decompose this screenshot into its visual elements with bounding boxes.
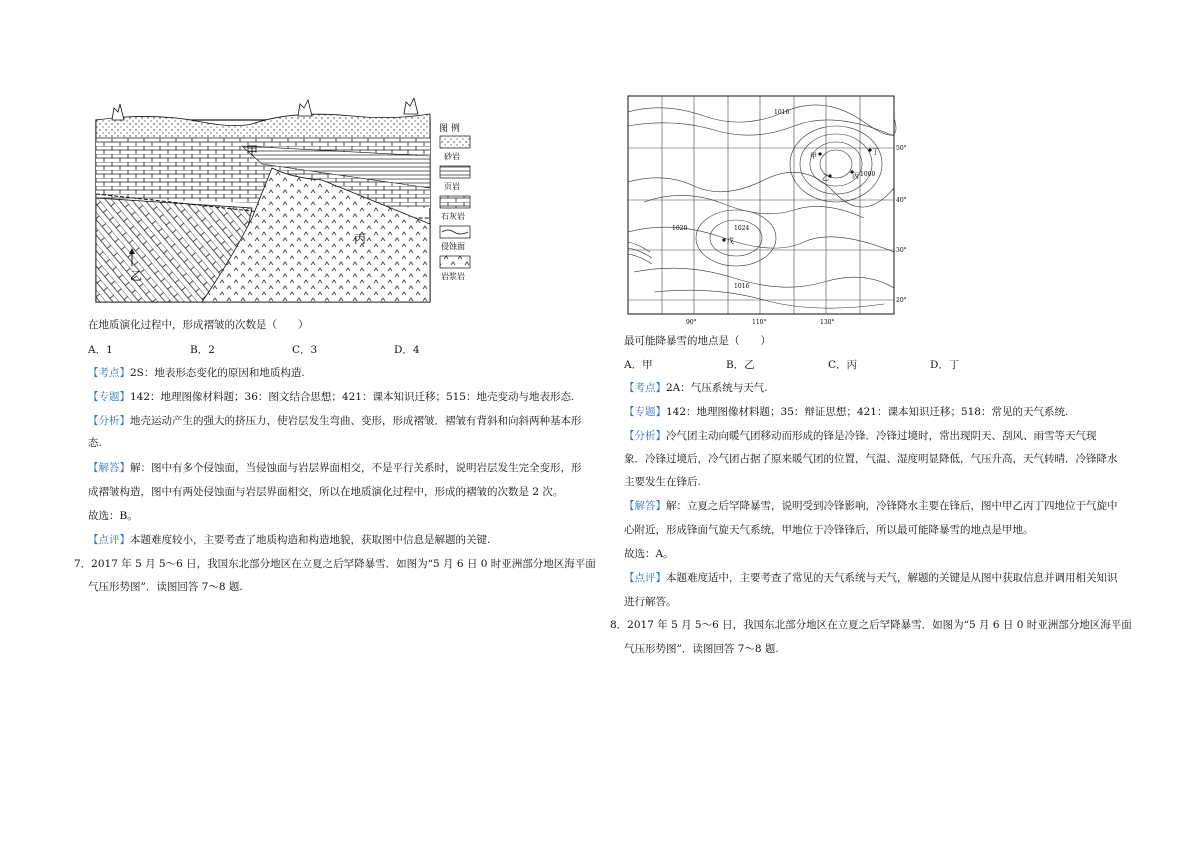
place-ding: 丁 — [872, 148, 879, 156]
tree-icon — [404, 98, 418, 114]
legend-item-shale: 页岩 — [444, 182, 460, 191]
legend-item-limestone: 石灰岩 — [441, 212, 465, 221]
place-wu: 戊 — [727, 237, 734, 245]
kaodian-text: 2A：气压系统与天气. — [666, 382, 768, 394]
question-text: 在地质演化过程中，形成褶皱的次数是（ ） — [88, 319, 309, 331]
jieda-tag: 【解答】 — [624, 500, 666, 512]
answer-line: 故选：B。 — [88, 510, 138, 522]
zhuanti-text: 142：地理图像材料题；36：图文结合思想；421：课本知识迁移；515：地壳变动与地表形态. — [130, 391, 575, 403]
lat-label: 30° — [896, 247, 907, 254]
legend-item-erosion: 侵蚀面 — [441, 242, 465, 251]
option-b: B．乙 — [726, 359, 755, 371]
tree-icon — [112, 104, 124, 120]
place-jia: 甲 — [810, 152, 817, 160]
geology-cross-section — [92, 98, 478, 304]
fenxi-line — [88, 414, 582, 428]
dianping-tag: 【点评】 — [88, 534, 130, 546]
jieda-text-2: 心附近，形成锋面气旋天气系统，甲地位于冷锋锋后，所以最可能降暴雪的地点是甲地。 — [624, 524, 1034, 536]
lat-label: 40° — [896, 197, 907, 204]
option-d: D．4 — [394, 344, 420, 356]
fenxi-text-2: 象．冷锋过境后，冷气团占据了原来暖气团的位置，气温、湿度明显降低，气压升高，天气转晴．冷锋降水 — [624, 453, 1118, 465]
fenxi-tag: 【分析】 — [88, 415, 130, 427]
jieda-text-2: 成褶皱构造，图中有两处侵蚀面与岩层界面相交，所以在地质演化过程中，形成的褶皱的次数是 2 次。 — [88, 486, 564, 498]
jieda-tag: 【解答】 — [88, 462, 130, 474]
isobar-label: 1016 — [774, 109, 790, 116]
jieda-line — [624, 499, 1118, 513]
dianping-line — [88, 533, 490, 547]
zhuanti-line — [88, 390, 574, 404]
option-a: A．甲 — [624, 359, 653, 371]
question-7-line-2: 气压形势图”．读图回答 7～8 题. — [88, 581, 243, 593]
lat-label: 50° — [896, 145, 907, 152]
place-bing: 丙 — [852, 172, 859, 180]
jieda-text-1: 解：图中有多个侵蚀面，当侵蚀面与岩层界面相交，不是平行关系时，说明岩层发生完全变形，形 — [130, 462, 582, 474]
zhuanti-line — [624, 405, 1068, 419]
kaodian-tag: 【考点】 — [624, 382, 666, 394]
place-yi: 乙 — [822, 174, 829, 182]
lon-label: 90° — [686, 319, 697, 326]
lon-label: 110° — [752, 319, 767, 326]
fenxi-text-1: 冷气团主动向暖气团移动而形成的锋是冷锋．冷锋过境时，常出现阴天、刮风、雨雪等天气现 — [666, 430, 1097, 442]
zhuanti-tag: 【专题】 — [624, 406, 666, 418]
legend-item-sandstone: 砂岩 — [444, 152, 460, 161]
dianping-text-1: 本题难度适中，主要考查了常见的天气系统与天气，解题的关键是从图中获取信息并调用相关知识 — [666, 572, 1118, 584]
dianping-tag: 【点评】 — [624, 572, 666, 584]
label-yi: 乙 — [130, 269, 143, 283]
fenxi-line — [624, 429, 1097, 443]
label-jia: 甲 — [246, 144, 259, 158]
fenxi-tag: 【分析】 — [624, 430, 666, 442]
isobar-label: 1024 — [734, 225, 750, 232]
label-bing: 丙 — [354, 232, 367, 246]
lon-label: 130° — [820, 319, 835, 326]
kaodian-line — [88, 366, 305, 380]
jieda-line — [88, 461, 582, 475]
option-c: C．3 — [292, 344, 318, 356]
isobar-label: 1016 — [734, 283, 750, 290]
legend-title: 图 例 — [439, 124, 460, 134]
answer-line: 故选：A。 — [624, 548, 674, 560]
kaodian-tag: 【考点】 — [88, 367, 130, 379]
option-a: A．1 — [88, 344, 113, 356]
isobar-label: 1020 — [672, 225, 688, 232]
question-8-line-2: 气压形势图”．读图回答 7～8 题. — [624, 643, 779, 655]
option-b: B．2 — [190, 344, 215, 356]
legend-item-magma: 岩浆岩 — [441, 272, 465, 281]
dianping-line — [624, 571, 1118, 585]
question-8-line-1: 8．2017 年 5 月 5～6 日，我国东北部分地区在立夏之后罕降暴雪．如图为“5 月 6 日 0 时亚洲部分地区海平面 — [610, 619, 1132, 631]
zhuanti-text: 142：地理图像材料题；35：辩证思想；421：课本知识迁移；518：常见的天气系统. — [666, 406, 1069, 418]
kaodian-text: 2S：地表形态变化的原因和地质构造. — [130, 367, 305, 379]
lat-label: 20° — [896, 297, 907, 304]
option-d: D．丁 — [930, 359, 960, 371]
isobar-label: 1000 — [860, 171, 876, 178]
zhuanti-tag: 【专题】 — [88, 391, 130, 403]
jieda-text-1: 解：立夏之后罕降暴雪，说明受到冷锋影响，冷锋降水主要在锋后，图中甲乙丙丁四地位于气旋中 — [666, 500, 1118, 512]
kaodian-line — [624, 381, 768, 395]
option-c: C．丙 — [828, 359, 858, 371]
dianping-text-2: 进行解答。 — [624, 596, 677, 608]
fenxi-text-3: 主要发生在锋后. — [624, 476, 701, 488]
question-7-line-1: 7．2017 年 5 月 5～6 日，我国东北部分地区在立夏之后罕降暴雪．如图为“5 月 6 日 0 时亚洲部分地区海平面 — [74, 558, 596, 570]
fenxi-text-1: 地壳运动产生的强大的挤压力，使岩层发生弯曲、变形，形成褶皱．褶皱有背斜和向斜两种基本形 — [130, 415, 582, 427]
question-text: 最可能降暴雪的地点是（ ） — [624, 335, 771, 347]
pressure-map — [624, 92, 924, 328]
fenxi-text-2: 态. — [88, 437, 102, 449]
tree-icon — [298, 100, 312, 116]
dianping-text: 本题难度较小，主要考查了地质构造和构造地貌，获取图中信息是解题的关键. — [130, 534, 491, 546]
